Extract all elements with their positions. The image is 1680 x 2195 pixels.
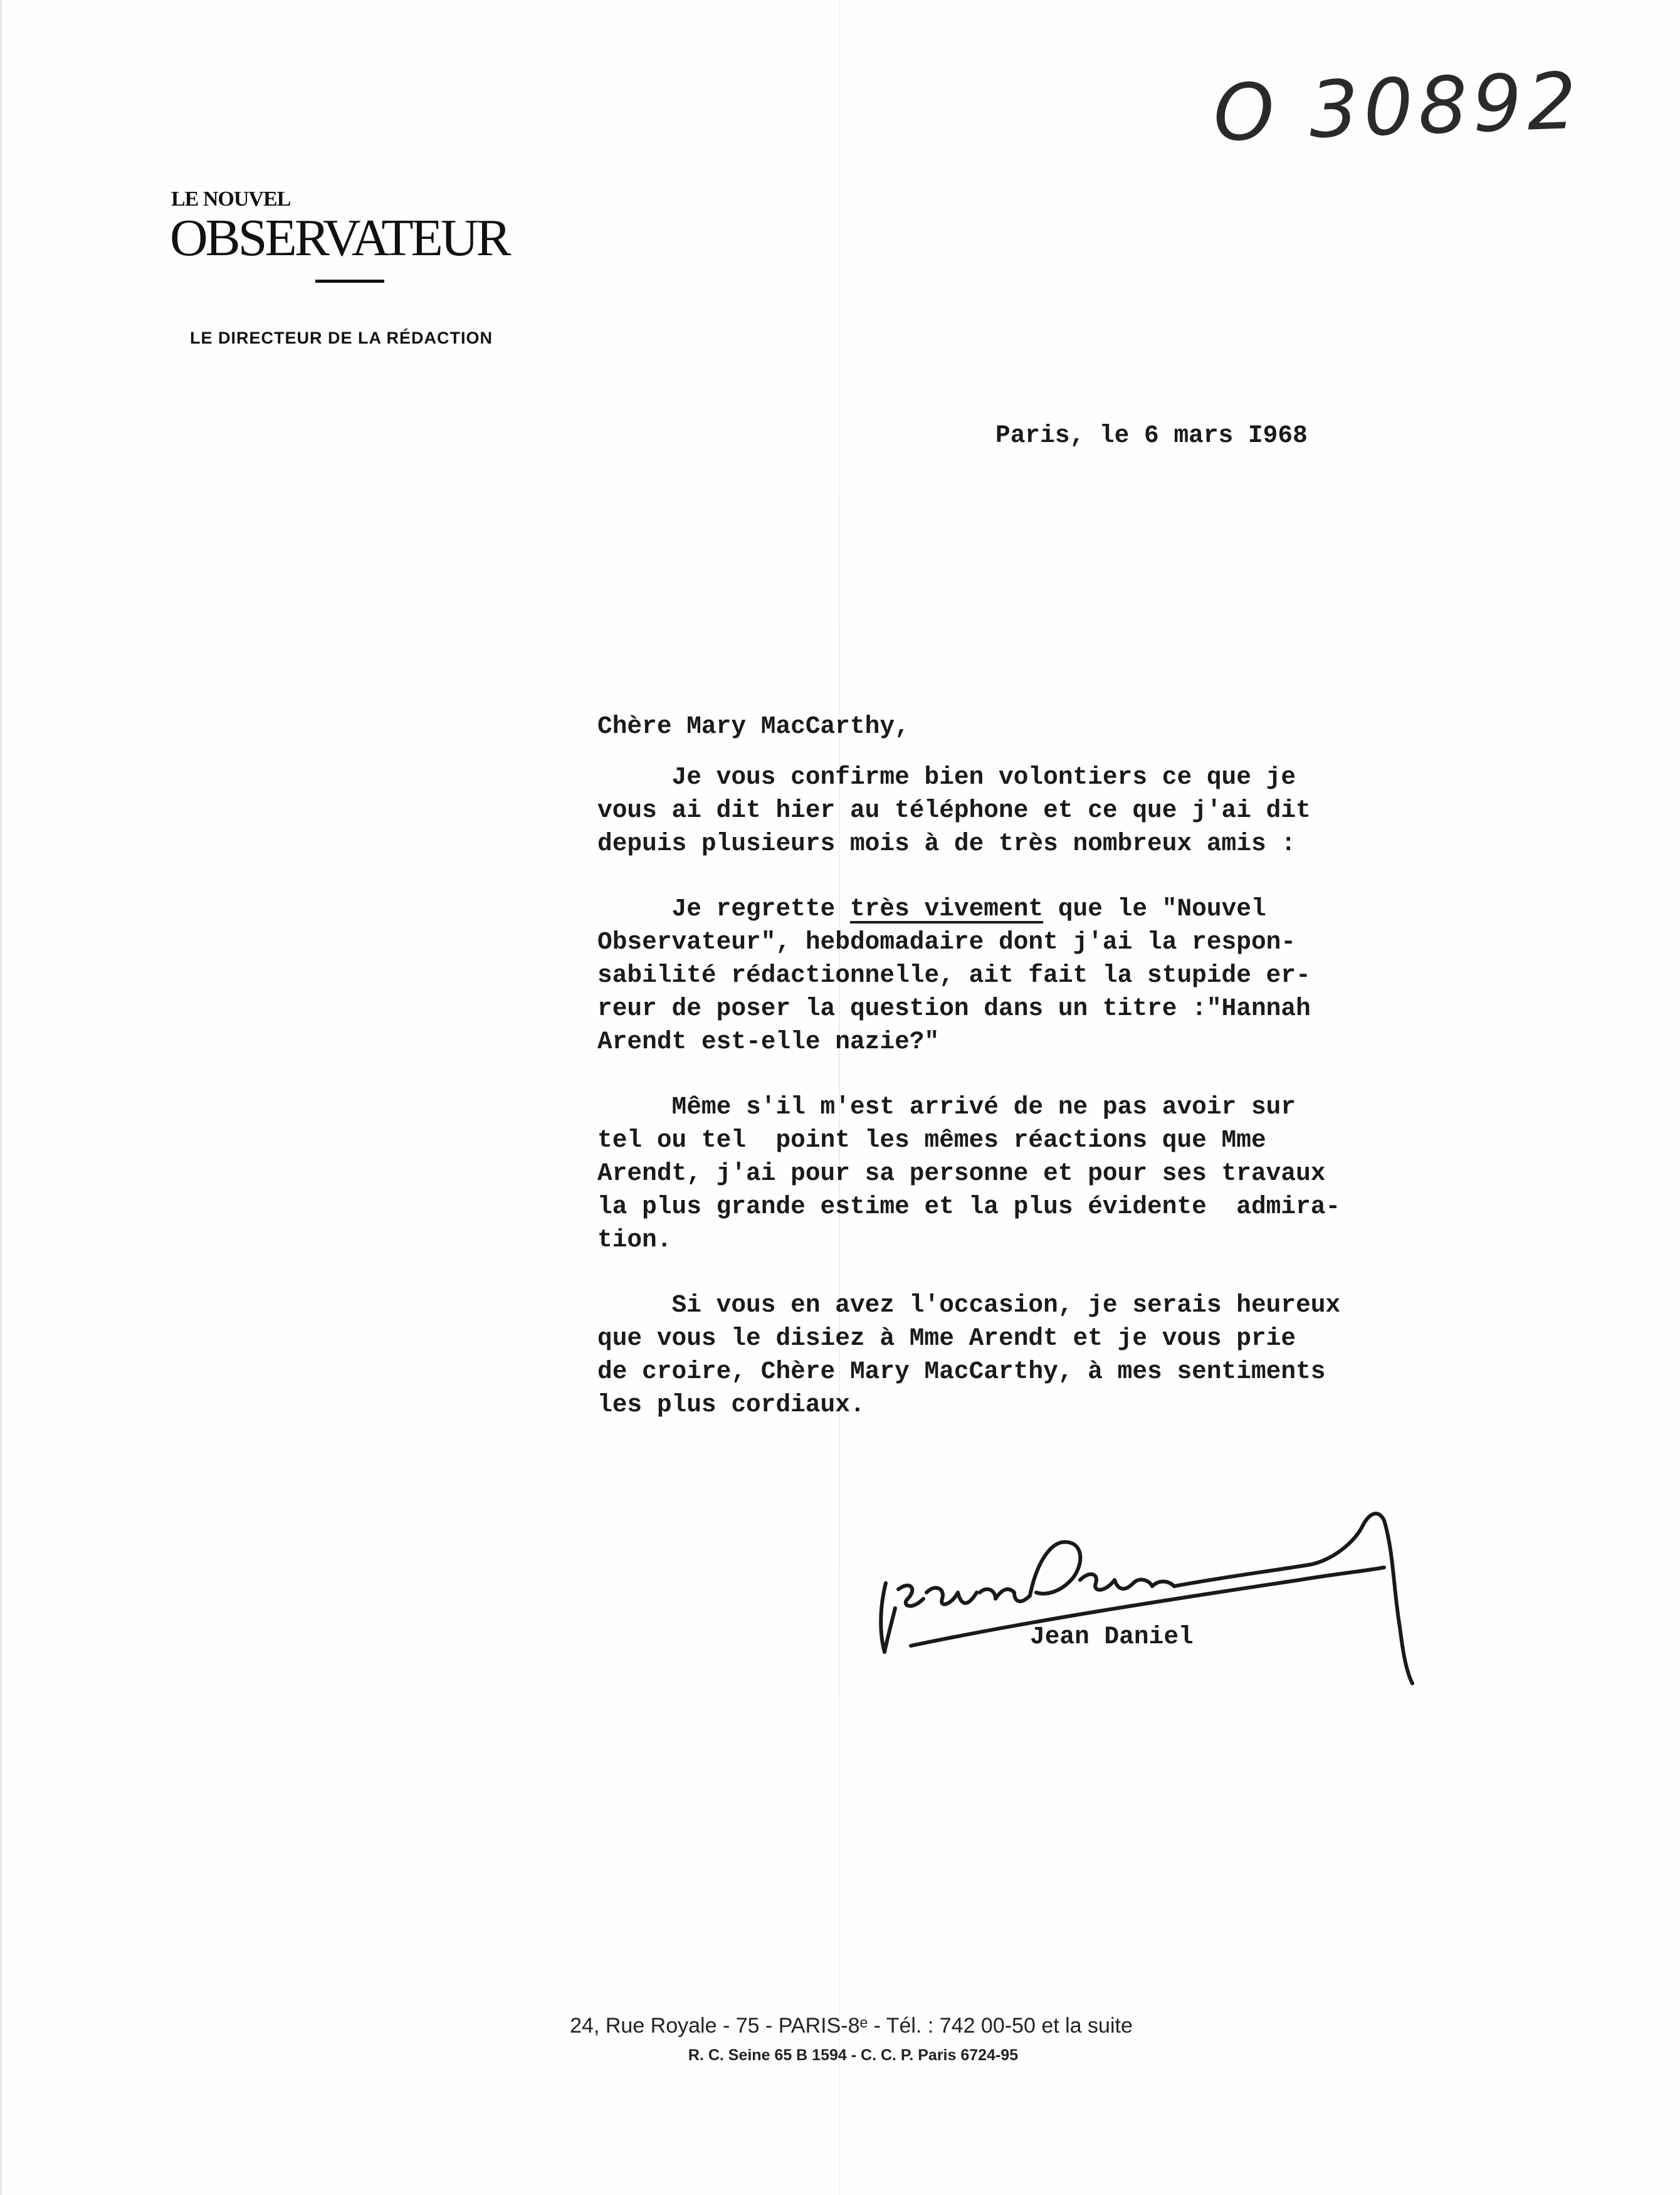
letterhead-masthead bbox=[170, 187, 546, 283]
text-line: tel ou tel point les mêmes réactions que Mme bbox=[597, 1126, 1266, 1154]
signature-stroke bbox=[1174, 1513, 1412, 1683]
text-segment: que le "Nouvel bbox=[1043, 895, 1266, 923]
paragraph-gap bbox=[597, 1058, 1462, 1090]
letterhead-department: LE DIRECTEUR DE LA RÉDACTION bbox=[190, 329, 493, 347]
text-line: Arendt, j'ai pour sa personne et pour ses travaux bbox=[597, 1159, 1326, 1187]
paragraph-2 bbox=[597, 892, 1462, 1058]
handwritten-reference-number: O 30892 bbox=[1212, 56, 1583, 159]
paragraph-gap bbox=[597, 860, 1462, 892]
text-line: les plus cordiaux. bbox=[597, 1391, 865, 1419]
text-line: Observateur", hebdomadaire dont j'ai la respon- bbox=[597, 928, 1296, 956]
handwritten-signature bbox=[873, 1464, 1506, 1690]
signature-stroke bbox=[1080, 1574, 1174, 1590]
signature-stroke bbox=[1030, 1542, 1080, 1596]
masthead-title: OBSERVATEUR bbox=[170, 209, 509, 267]
text-line bbox=[597, 892, 1462, 925]
text-line: de croire, Chère Mary MacCarthy, à mes sentiments bbox=[597, 1357, 1326, 1386]
text-line: sabilité rédactionnelle, ait fait la stupide er- bbox=[597, 961, 1311, 989]
signature-stroke bbox=[881, 1583, 895, 1652]
text-line: Si vous en avez l'occasion, je serais heureux bbox=[597, 1291, 1341, 1319]
paragraph-gap bbox=[597, 1256, 1462, 1288]
paragraph-4 bbox=[597, 1288, 1462, 1421]
signer-name: Jean Daniel bbox=[1030, 1623, 1194, 1651]
paragraph-gap bbox=[597, 743, 1462, 761]
date-line: Paris, le 6 mars I968 bbox=[995, 421, 1308, 450]
salutation: Chère Mary MacCarthy, bbox=[597, 712, 910, 740]
text-line: Arendt est-elle nazie?" bbox=[597, 1028, 940, 1056]
text-segment: Je regrette bbox=[597, 895, 850, 923]
text-line: Même s'il m'est arrivé de ne pas avoir sur bbox=[597, 1093, 1296, 1121]
masthead-small-line: LE NOUVEL bbox=[171, 187, 291, 211]
signature-stroke bbox=[898, 1586, 923, 1606]
signature-stroke bbox=[927, 1588, 977, 1604]
footer-registration: R. C. Seine 65 B 1594 - C. C. P. Paris 6724-95 bbox=[688, 2046, 1019, 2064]
text-line: depuis plusieurs mois à de très nombreux amis : bbox=[597, 829, 1296, 858]
paragraph-3 bbox=[597, 1090, 1462, 1256]
text-line: tion. bbox=[597, 1226, 672, 1254]
signature-stroke bbox=[980, 1589, 1030, 1601]
text-line: vous ai dit hier au téléphone et ce que j'ai dit bbox=[597, 796, 1311, 824]
letter-body bbox=[597, 710, 1462, 1421]
text-line: la plus grande estime et la plus évidente admira- bbox=[597, 1192, 1341, 1221]
masthead-rule bbox=[315, 280, 384, 283]
paragraph-1 bbox=[597, 761, 1462, 860]
underlined-emphasis: très vivement bbox=[849, 895, 1044, 923]
text-line: Je vous confirme bien volontiers ce que je bbox=[597, 763, 1296, 791]
text-line: que vous le disiez à Mme Arendt et je vous prie bbox=[597, 1324, 1296, 1352]
text-line: reur de poser la question dans un titre :"Hannah bbox=[597, 994, 1311, 1023]
footer-address: 24, Rue Royale - 75 - PARIS-8ᵉ - Tél. : 742 00-50 et la suite bbox=[570, 2014, 1133, 2038]
